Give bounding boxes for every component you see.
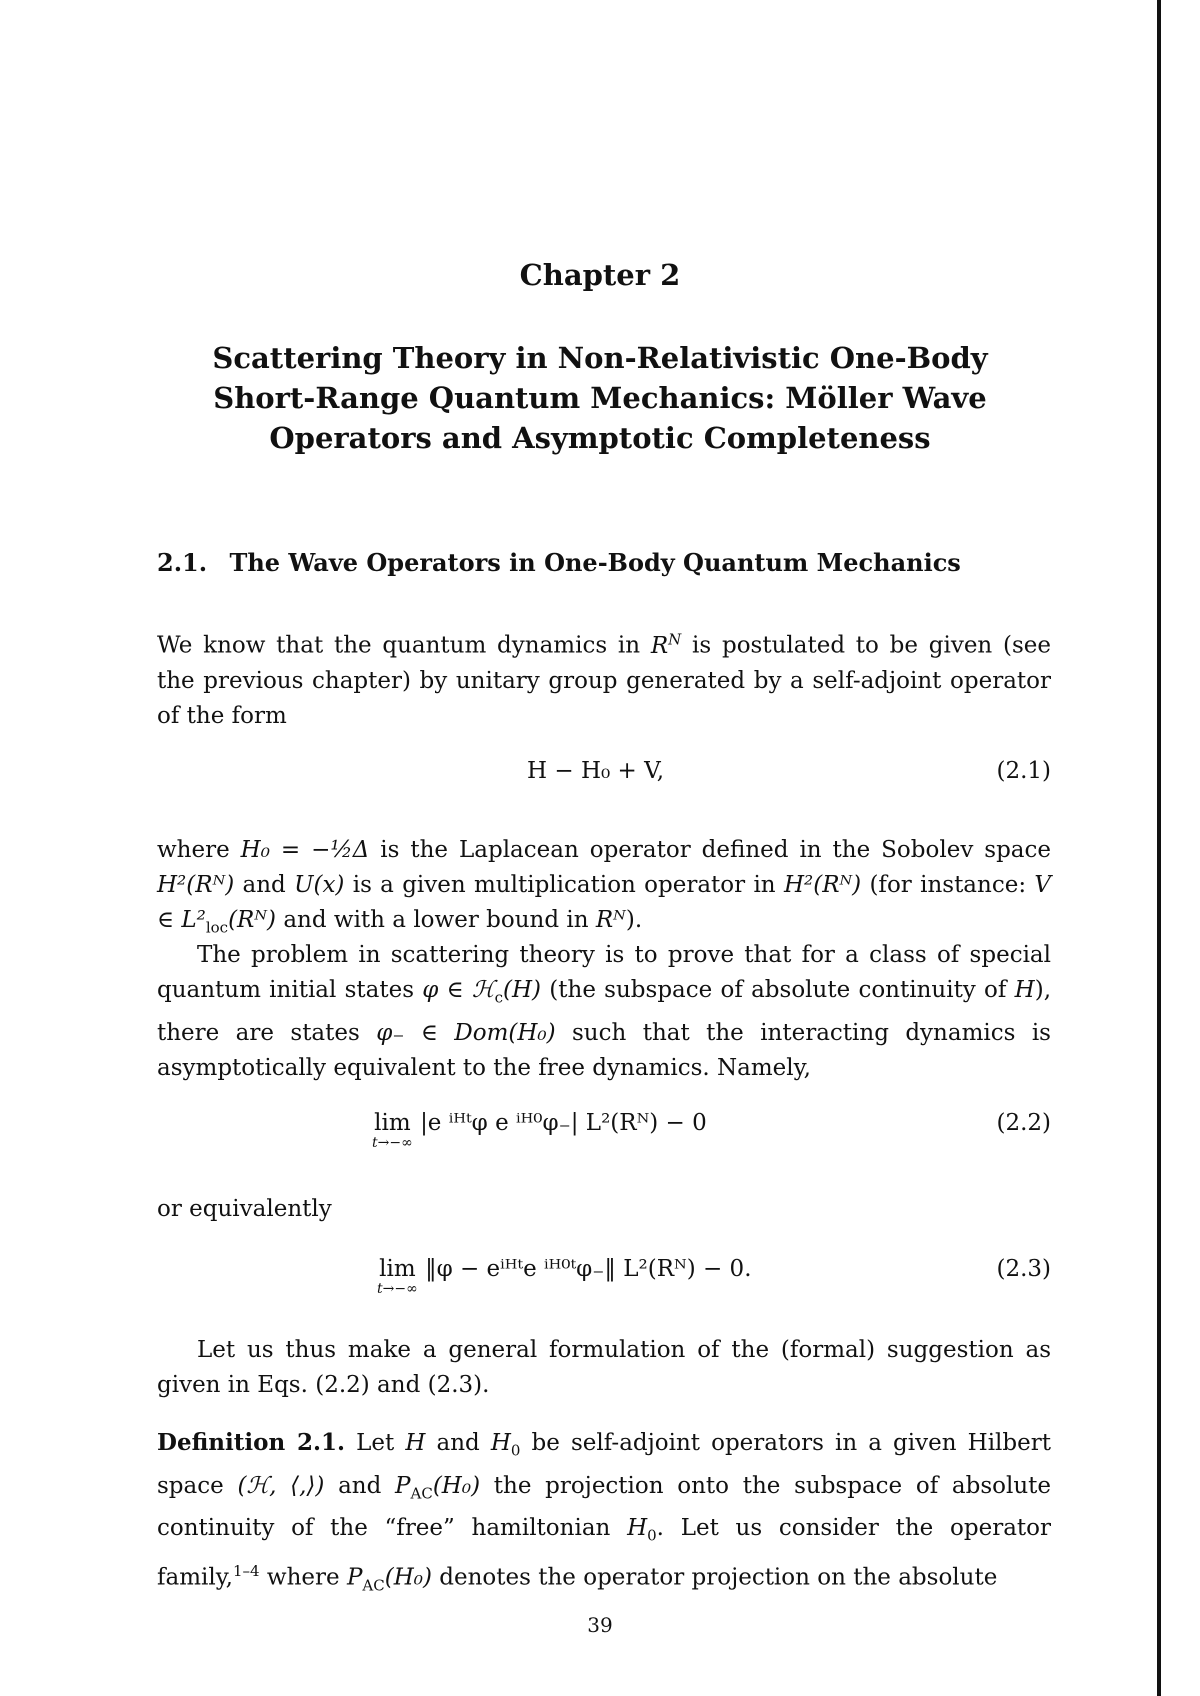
text-run: and <box>234 872 295 898</box>
equation-expression <box>377 1256 752 1296</box>
math-inline: (Rᴺ) <box>228 907 277 933</box>
math-inline: (H) <box>503 977 542 1003</box>
text-run: ). <box>625 907 643 933</box>
limit-operator <box>372 1110 413 1150</box>
math-text: AC <box>362 1576 385 1595</box>
limit-text: lim <box>374 1110 411 1136</box>
math-inline: H <box>1014 977 1035 1003</box>
text-run: denotes the operator projection on the absolute <box>431 1564 998 1591</box>
chapter-title-line: Short-Range Quantum Mechanics: Möller Wave <box>213 381 987 415</box>
equation-body: ‖φ − eⁱᴴᵗe ⁱᴴ⁰ᵗφ₋‖ L²(Rᴺ) − 0. <box>425 1256 752 1282</box>
equation-body: |e ⁱᴴᵗφ e ⁱᴴ⁰φ₋| L²(Rᴺ) − 0 <box>420 1110 707 1136</box>
math-inline: V ∈ L² <box>157 872 1052 933</box>
definition-label: Definition 2.1. <box>157 1429 345 1456</box>
equation-number: (2.1) <box>996 758 1051 784</box>
chapter-label: Chapter 2 <box>519 258 681 292</box>
chapter-title <box>190 338 1010 458</box>
math-inline: U(x) <box>294 872 345 898</box>
math-inline: H <box>405 1430 426 1456</box>
math-text: AC <box>410 1484 433 1503</box>
math-text: N <box>668 630 682 648</box>
equation-number: (2.2) <box>996 1110 1051 1136</box>
chapter-title-line: Operators and Asymptotic Completeness <box>269 421 931 455</box>
equation-expression <box>372 1110 707 1150</box>
section-number: 2.1. <box>157 548 208 577</box>
limit-operator <box>377 1256 418 1296</box>
limit-subscript: t→−∞ <box>377 1281 418 1297</box>
or-equivalently-text: or equivalently <box>157 1196 332 1222</box>
limit-text: lim <box>379 1256 416 1282</box>
text-run: . Let us consider the operator family, <box>157 1515 1051 1591</box>
intro-paragraph <box>157 622 1051 734</box>
math-text: 0 <box>510 1441 521 1460</box>
text-run: such that the interacting dynamics is asymptotically equivalent to the free dynamics. Namely, <box>157 1019 1051 1081</box>
math-inline: (H₀) <box>384 1564 432 1591</box>
where-paragraph <box>157 833 1051 946</box>
text-run: We know that the quantum dynamics in <box>157 632 651 659</box>
let-us-paragraph: Let us thus make a general formulation of the (formal) suggestion as given in Eqs. (2.2) and (2.3). <box>157 1337 1051 1398</box>
chapter-title-line: Scattering Theory in Non-Relativistic One-Body <box>212 341 988 375</box>
equation-2-3 <box>157 1256 1051 1296</box>
text-run: where <box>157 837 241 863</box>
text-run: is a given multiplication operator in <box>344 872 784 898</box>
text-run: is the Laplacean operator defined in the Sobolev space <box>369 837 1051 863</box>
problem-paragraph <box>157 938 1051 1086</box>
text-run: ), there are states <box>157 977 1052 1046</box>
math-inline: H <box>627 1515 648 1542</box>
section-title: The Wave Operators in One-Body Quantum Mechanics <box>229 548 961 577</box>
page-edge-rule <box>1157 0 1161 1696</box>
math-inline: H²(Rᴺ) <box>157 872 235 898</box>
equation-2-2 <box>157 1110 1051 1150</box>
text-run: (the subspace of absolute continuity of <box>541 977 1015 1003</box>
math-inline: H₀ = −½Δ <box>240 837 370 863</box>
definition-paragraph <box>157 1425 1051 1603</box>
text-run: and <box>425 1430 491 1456</box>
text-run: where <box>259 1564 347 1591</box>
text-run: and <box>324 1472 396 1499</box>
math-inline: (H₀) <box>432 1472 481 1499</box>
text-run: (for instance: <box>861 872 1035 898</box>
math-inline: φ ∈ ℋ <box>422 977 495 1003</box>
math-inline: H <box>490 1430 511 1456</box>
footnote-reference[interactable]: 1–4 <box>233 1561 260 1580</box>
math-inline: φ₋ ∈ Dom(H₀) <box>376 1019 556 1046</box>
equation-expression: H − H₀ + V, <box>527 758 665 784</box>
math-text: loc <box>205 918 229 937</box>
math-inline: (ℋ, ⟨,⟩) <box>237 1472 325 1499</box>
text-run: The problem in scattering theory is to prove that for a class of special quantum initial states <box>157 942 1051 1003</box>
section-heading <box>157 548 961 577</box>
math-text: R <box>650 632 669 659</box>
text-run: is postulated to be given (see the previous chapter) by unitary group generated by a self-adjoint operator of the form <box>157 632 1052 729</box>
page-number: 39 <box>587 1613 613 1637</box>
text-run: the projection onto the subspace of absolute continuity of the “free” hamiltonian <box>157 1472 1052 1542</box>
math-symbol <box>650 630 682 659</box>
equation-2-1 <box>157 758 1051 798</box>
math-text: 0 <box>647 1526 657 1545</box>
math-inline: P <box>346 1564 363 1591</box>
math-text: c <box>494 988 504 1007</box>
math-inline: P <box>395 1472 411 1499</box>
text-run: Let <box>356 1430 406 1456</box>
limit-subscript: t→−∞ <box>372 1135 413 1151</box>
text-run: be self-adjoint operators in a given Hilbert space <box>157 1430 1051 1499</box>
math-inline: H²(Rᴺ) <box>783 872 862 898</box>
equation-number: (2.3) <box>996 1256 1051 1282</box>
math-inline: Rᴺ <box>595 907 626 933</box>
text-run: and with a lower bound in <box>276 907 596 933</box>
